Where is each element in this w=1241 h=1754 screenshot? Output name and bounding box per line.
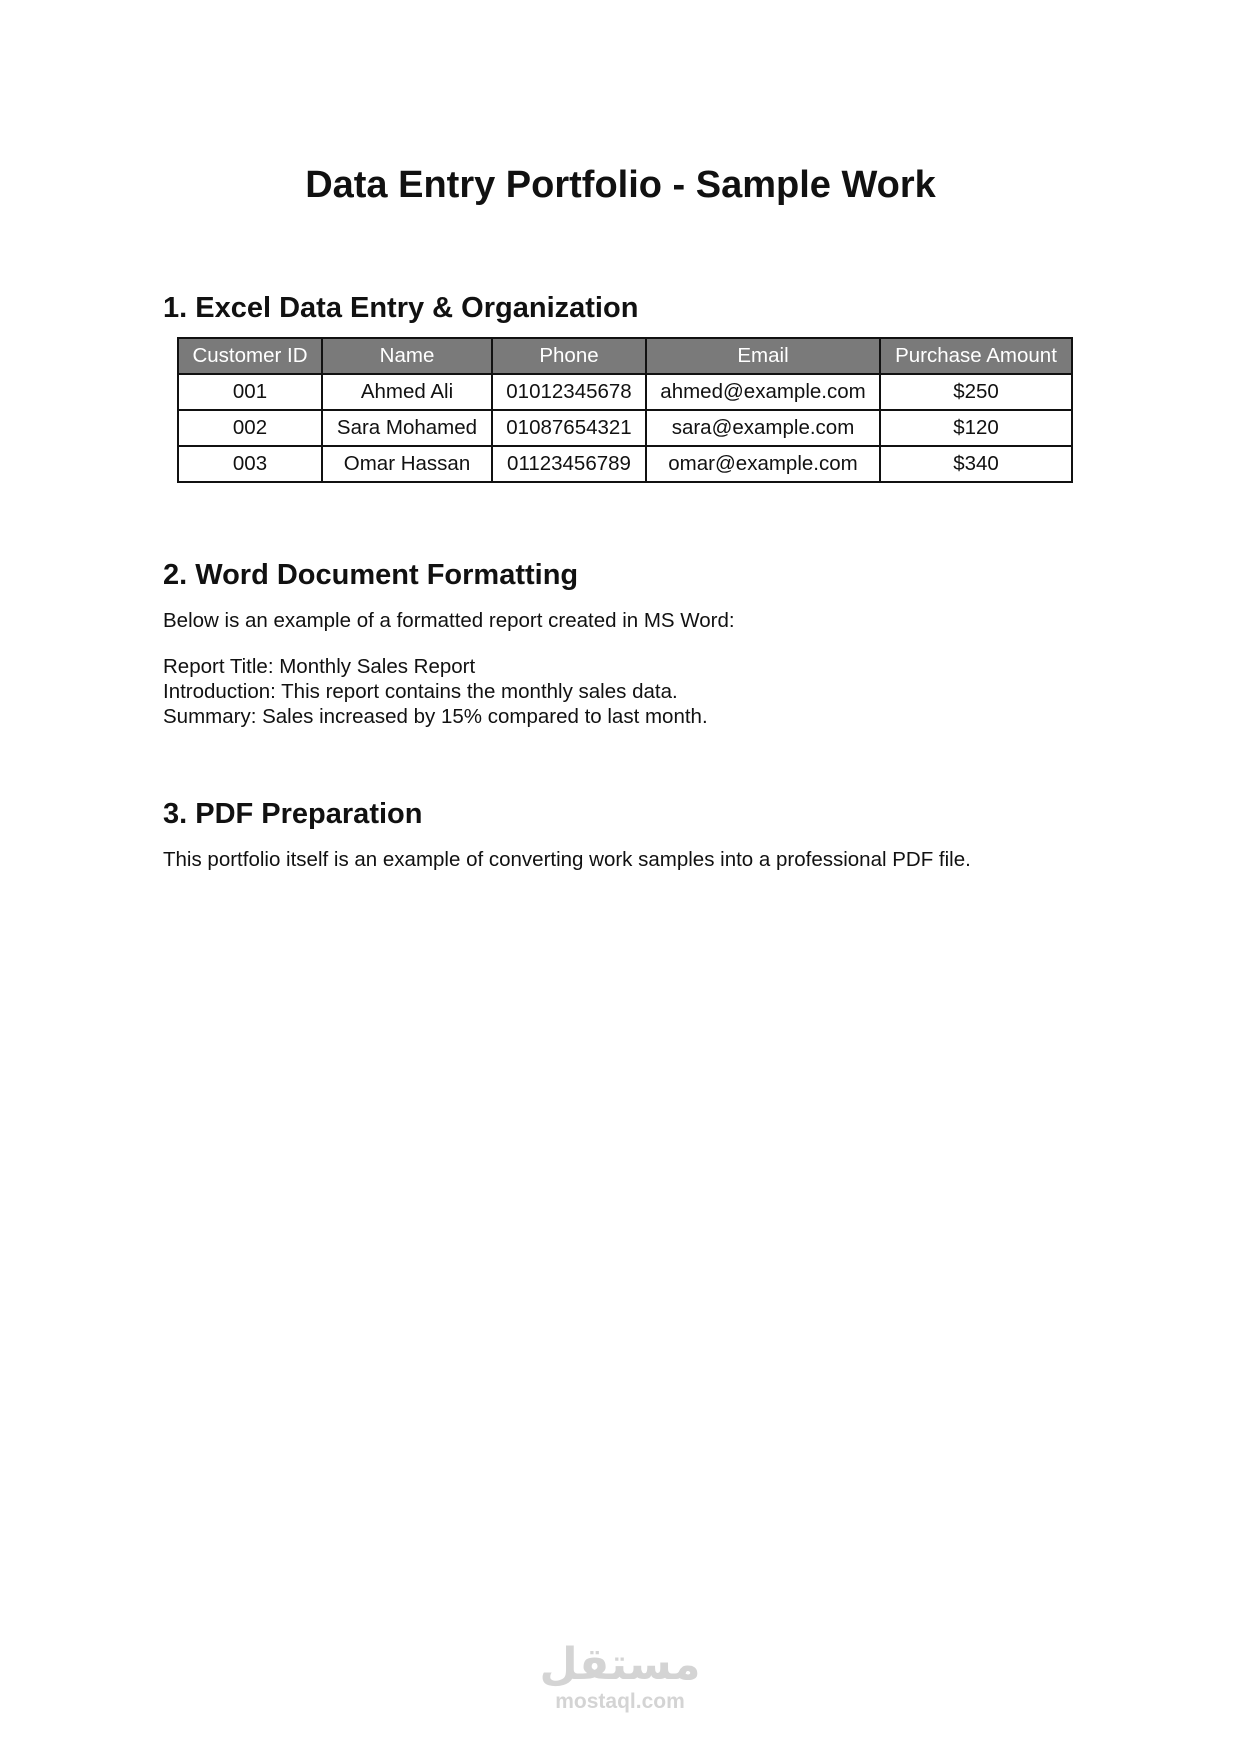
cell-customer-id: 003 <box>178 446 322 482</box>
column-header-purchase-amount: Purchase Amount <box>880 338 1072 374</box>
cell-phone: 01123456789 <box>492 446 646 482</box>
customer-table <box>177 337 1073 483</box>
section-heading-pdf: 3. PDF Preparation <box>163 798 423 830</box>
mostaql-watermark <box>520 1640 720 1714</box>
introduction-line: Introduction: This report contains the monthly sales data. <box>163 680 678 703</box>
table-row <box>178 410 1072 446</box>
cell-phone: 01012345678 <box>492 374 646 410</box>
page-title: Data Entry Portfolio - Sample Work <box>305 164 936 206</box>
cell-email: omar@example.com <box>646 446 880 482</box>
cell-name: Ahmed Ali <box>322 374 492 410</box>
report-title-line: Report Title: Monthly Sales Report <box>163 655 476 678</box>
cell-phone: 01087654321 <box>492 410 646 446</box>
summary-line: Summary: Sales increased by 15% compared to last month. <box>163 705 708 728</box>
section-intro-text: Below is an example of a formatted report created in MS Word: <box>163 609 735 632</box>
table-row <box>178 446 1072 482</box>
column-header-customer-id: Customer ID <box>178 338 322 374</box>
cell-purchase-amount: $250 <box>880 374 1072 410</box>
cell-name: Sara Mohamed <box>322 410 492 446</box>
table-row <box>178 374 1072 410</box>
cell-email: ahmed@example.com <box>646 374 880 410</box>
cell-email: sara@example.com <box>646 410 880 446</box>
column-header-email: Email <box>646 338 880 374</box>
watermark-arabic-text: مستقل <box>539 1639 701 1690</box>
table-header-row <box>178 338 1072 374</box>
column-header-name: Name <box>322 338 492 374</box>
pdf-description-text: This portfolio itself is an example of converting work samples into a professional PDF file. <box>163 848 971 871</box>
section-heading-word: 2. Word Document Formatting <box>163 559 579 591</box>
cell-purchase-amount: $120 <box>880 410 1072 446</box>
cell-customer-id: 001 <box>178 374 322 410</box>
watermark-latin-text: mostaql.com <box>555 1690 685 1713</box>
cell-customer-id: 002 <box>178 410 322 446</box>
column-header-phone: Phone <box>492 338 646 374</box>
cell-purchase-amount: $340 <box>880 446 1072 482</box>
section-heading-excel: 1. Excel Data Entry & Organization <box>163 292 639 324</box>
cell-name: Omar Hassan <box>322 446 492 482</box>
